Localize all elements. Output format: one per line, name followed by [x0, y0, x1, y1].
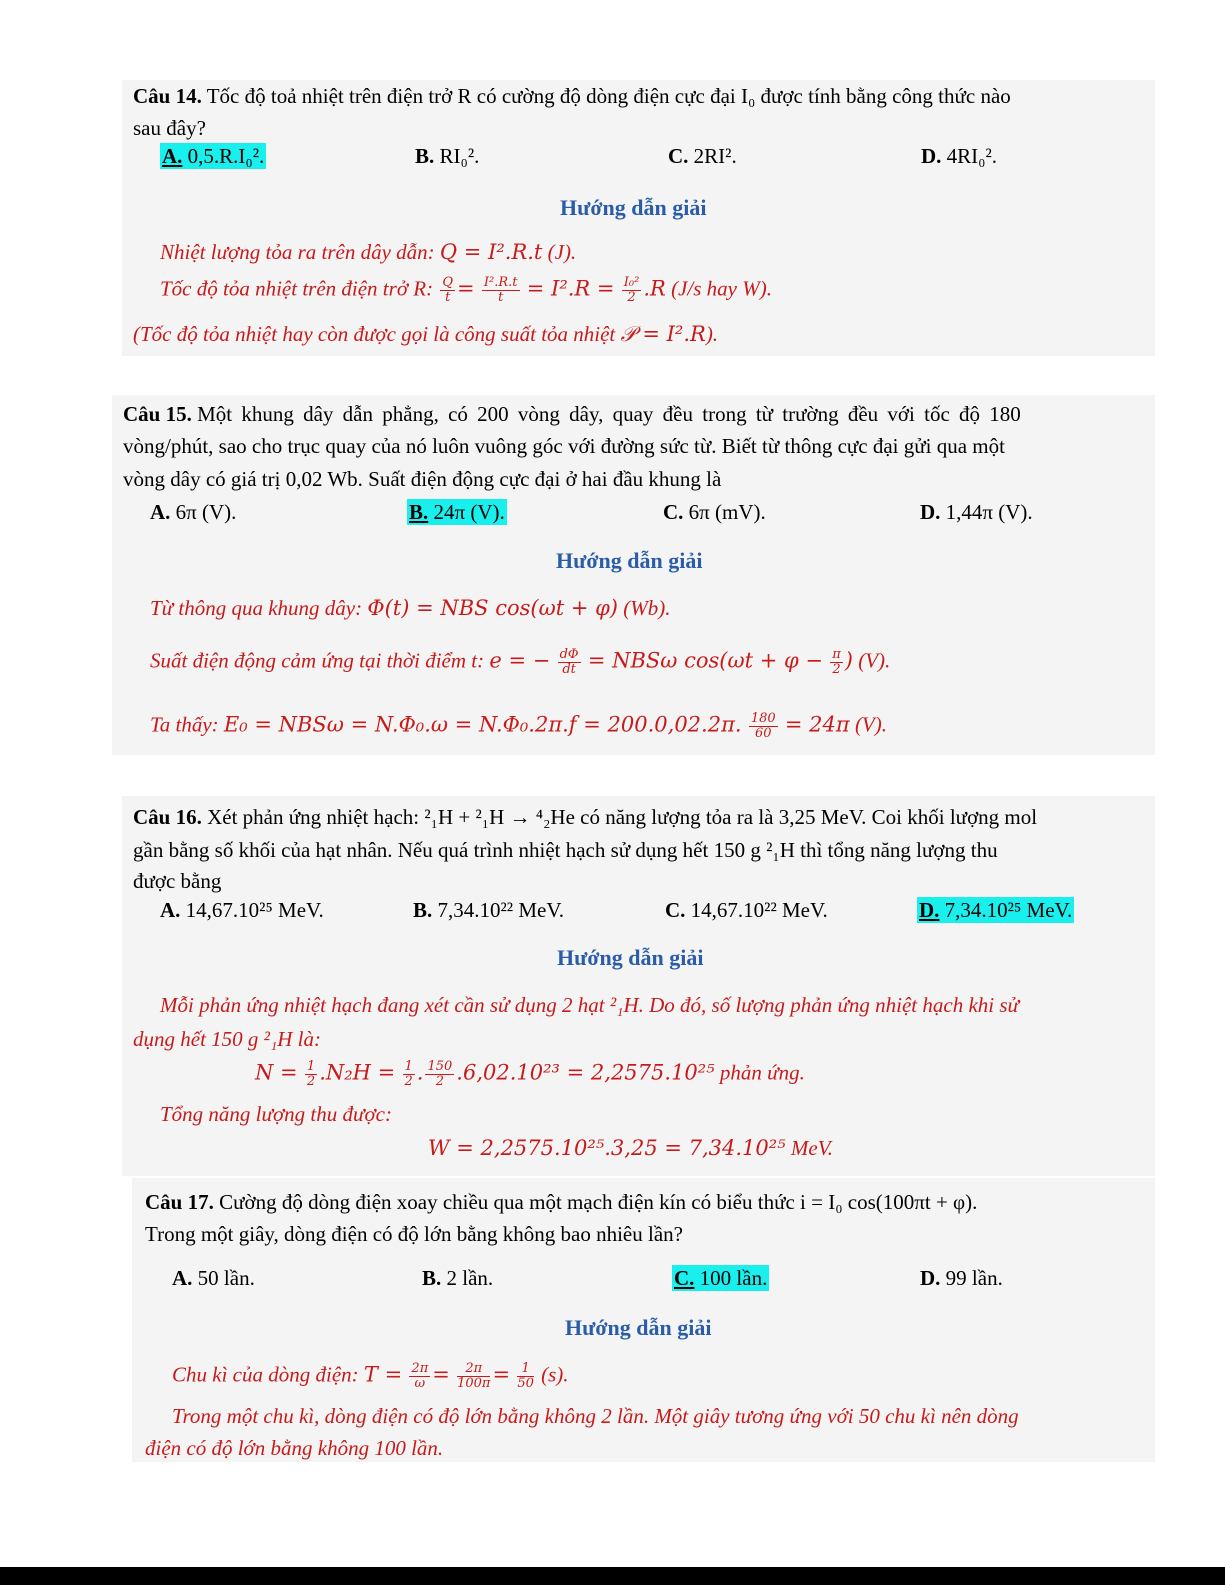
- q15-stem-line3: vòng dây có giá trị 0,02 Wb. Suất điện động cực đại ở hai đầu khung là: [123, 467, 722, 491]
- page-bottom-border: [0, 1567, 1225, 1585]
- q17-stem-line2: Trong một giây, dòng điện có độ lớn bằng không bao nhiêu lần?: [145, 1222, 683, 1246]
- q16-label: Câu 16.: [133, 805, 202, 829]
- q16-option-a[interactable]: A. 14,67.10²⁵ MeV.: [160, 898, 324, 922]
- q16-option-c[interactable]: C. 14,67.10²² MeV.: [665, 898, 828, 922]
- q14-solution-line1: Nhiệt lượng tỏa ra trên dây dẫn: Q = I².R.t (J).: [160, 240, 577, 264]
- q16-guide-title: Hướng dẫn giải: [557, 945, 704, 970]
- q17-solution-line2: Trong một chu kì, dòng điện có độ lớn bằng không 2 lần. Một giây tương ứng với 50 chu kì nên dòng: [172, 1404, 1019, 1428]
- q16-stem-line1: Câu 16. Xét phản ứng nhiệt hạch: ²₁H + ²₁H → ⁴₂He có năng lượng tỏa ra là 3,25 MeV. Coi khối lượng mol: [133, 805, 1038, 829]
- q15-solution-line3: Ta thấy: E₀ = NBSω = N.Φ₀.ω = N.Φ₀.2π.f = 200.0,02.2π. $\frac{180}{60}$ = 24π (V).: [150, 711, 888, 741]
- q16-solution-line3: N = $\frac{1}{2}$ .N₂H = $\frac{1}{2}$ . $\frac{150}{2}$ .6,02.10²³ = 2,2575.10²⁵ phản ứng.: [255, 1059, 805, 1089]
- q15-option-d[interactable]: D. 1,44π (V).: [920, 500, 1033, 524]
- q16-option-d[interactable]: D. 7,34.10²⁵ MeV.: [919, 898, 1073, 922]
- q16-solution-line2: dụng hết 150 g ²₁H là:: [133, 1027, 321, 1051]
- q14-solution-line3: (Tốc độ tỏa nhiệt hay còn được gọi là công suất tỏa nhiệt 𝒫 = I².R).: [133, 322, 719, 346]
- q14-guide-title: Hướng dẫn giải: [560, 195, 707, 220]
- q16-stem-line3: được bằng: [133, 869, 222, 893]
- q14-solution-line2: Tốc độ tỏa nhiệt trên điện trở R: $\frac{Q}{t}$ = $\frac{\text{I².R.t}}{t}$ = I².R = $\frac{\text{I₀²}}{2}$ .R (J/s hay W).: [160, 275, 772, 305]
- q16-solution-line1: Mỗi phản ứng nhiệt hạch đang xét cần sử dụng 2 hạt ²₁H. Do đó, số lượng phản ứng nhiệt hạch khi sử: [160, 993, 1019, 1017]
- q15-guide-title: Hướng dẫn giải: [556, 548, 703, 573]
- q17-stem-line1: Câu 17. Cường độ dòng điện xoay chiều qua một mạch điện kín có biểu thức i = I₀ cos(100πt + φ).: [145, 1190, 978, 1214]
- q17-option-b[interactable]: B. 2 lần.: [422, 1266, 494, 1290]
- q16-option-b[interactable]: B. 7,34.10²² MeV.: [413, 898, 565, 922]
- q16-solution-line4: Tổng năng lượng thu được:: [160, 1102, 392, 1126]
- q15-solution-line2: Suất điện động cảm ứng tại thời điểm t: e = − $\frac{d\Phi}{dt}$ = NBSω cos(ωt + φ − $\frac{\pi}{2}$ ) (V).: [150, 647, 891, 677]
- q14-label: Câu 14.: [133, 84, 202, 108]
- q14-option-a[interactable]: A. 0,5.R.I₀².: [162, 144, 265, 168]
- q15-option-a[interactable]: A. 6π (V).: [150, 500, 237, 524]
- q14-option-b[interactable]: B. RI₀².: [415, 144, 480, 168]
- q16-stem-line2: gần bằng số khối của hạt nhân. Nếu quá trình nhiệt hạch sử dụng hết 150 g ²₁H thì tổng năng lượng thu: [133, 838, 998, 862]
- q15-stem-line2: vòng/phút, sao cho trục quay của nó luôn vuông góc với đường sức từ. Biết từ thông cực đại gửi qua một: [123, 434, 1005, 458]
- q17-solution-line3: điện có độ lớn bằng không 100 lần.: [145, 1436, 444, 1460]
- q15-solution-line1: Từ thông qua khung dây: Φ(t) = NBS cos(ωt + φ) (Wb).: [150, 596, 671, 620]
- q15-option-b[interactable]: B. 24π (V).: [409, 500, 505, 524]
- q15-option-c[interactable]: C. 6π (mV).: [663, 500, 766, 524]
- q14-stem-line1: [133, 80, 1011, 112]
- q17-option-a[interactable]: A. 50 lần.: [172, 1266, 255, 1290]
- q17-guide-title: Hướng dẫn giải: [565, 1315, 712, 1340]
- q14-stem-line2: sau đây?: [133, 116, 206, 140]
- q15-stem-line1: Câu 15. Một khung dây dẫn phẳng, có 200 vòng dây, quay đều trong từ trường đều với tốc độ 180: [123, 402, 1021, 426]
- q14-text-1: Tốc độ toả nhiệt trên điện trở R có cường độ dòng điện cực đại I₀ được tính bằng công thức nào: [206, 84, 1011, 108]
- q14-option-c[interactable]: C. 2RI².: [668, 144, 737, 168]
- q14-option-d[interactable]: D. 4RI₀².: [921, 144, 998, 168]
- q15-label: Câu 15.: [123, 402, 192, 426]
- q16-solution-line5: W = 2,2575.10²⁵.3,25 = 7,34.10²⁵ MeV.: [428, 1136, 834, 1160]
- q17-option-d[interactable]: D. 99 lần.: [920, 1266, 1003, 1290]
- q17-label: Câu 17.: [145, 1190, 214, 1214]
- q17-option-c[interactable]: C. 100 lần.: [674, 1266, 768, 1290]
- q17-solution-line1: Chu kì của dòng điện: T = $\frac{2\pi}{\omega}$ = $\frac{2\pi}{100\pi}$ = $\frac{1}{50}$ (s).: [172, 1361, 569, 1391]
